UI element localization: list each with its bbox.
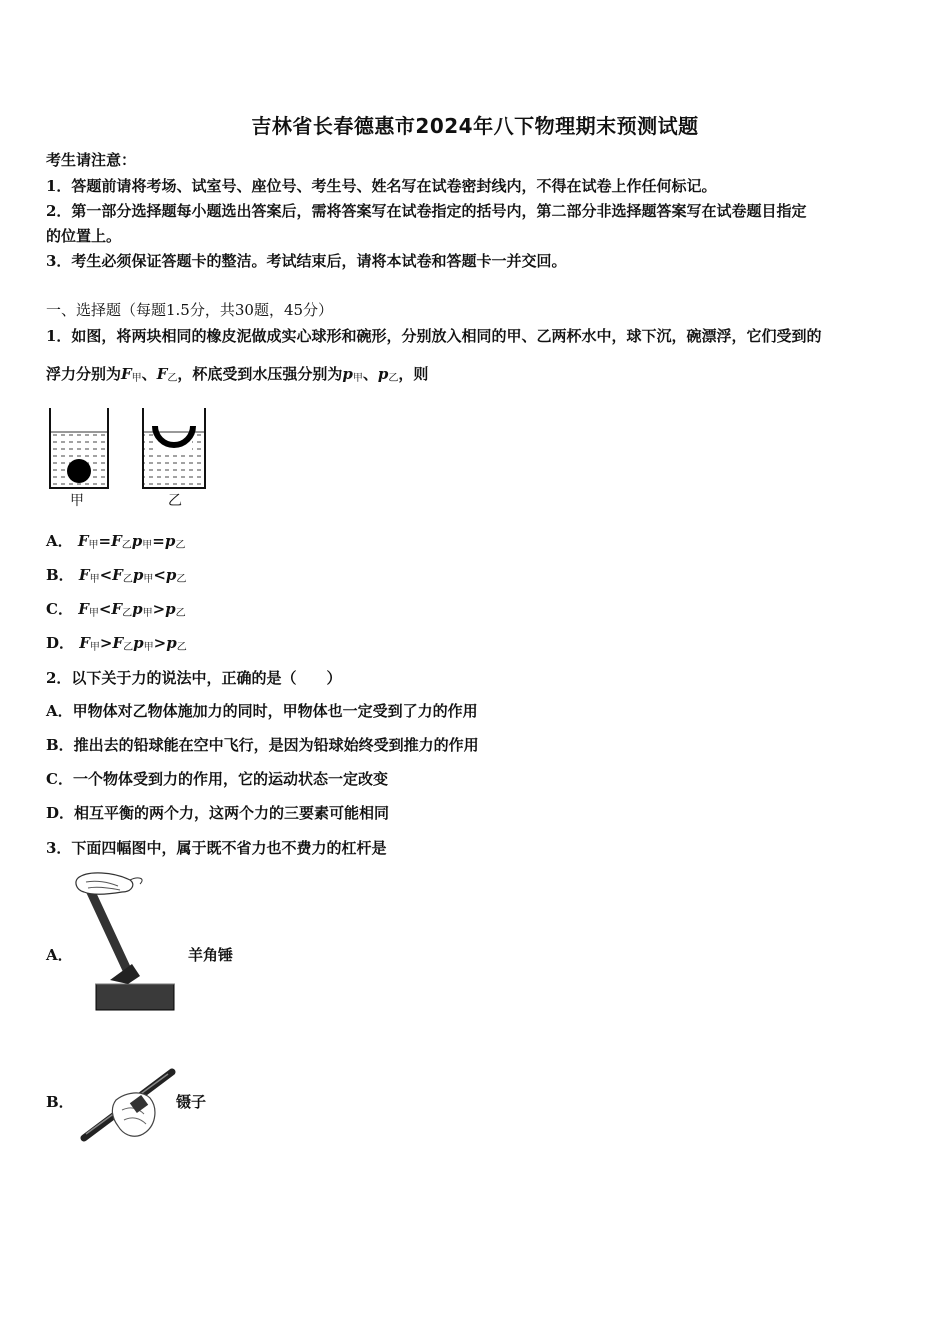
notice-item-3: 3．考生必须保证答题卡的整洁。考试结束后，请将本试卷和答题卡一并交回。 bbox=[46, 252, 567, 270]
q1-var-f: F bbox=[79, 634, 90, 652]
solid-ball bbox=[67, 459, 91, 483]
q1-var-p: p bbox=[164, 532, 176, 550]
q1-option-letter: B． bbox=[46, 566, 74, 584]
q1-var-p: p bbox=[131, 532, 143, 550]
beaker-yi bbox=[143, 408, 205, 488]
q1-option-letter: D． bbox=[46, 634, 75, 652]
q1-beakers-figure bbox=[44, 404, 214, 494]
q3-option-a-label: 羊角锤 bbox=[188, 946, 234, 964]
q1-sub-yi-2: 乙 bbox=[388, 373, 399, 384]
q2-option-b: B．推出去的铅球能在空中飞行，是因为铅球始终受到推力的作用 bbox=[46, 736, 479, 754]
q1-sub: 乙 bbox=[175, 540, 186, 551]
q1-var-p: p bbox=[165, 600, 176, 618]
q1-sub: 乙 bbox=[175, 608, 186, 619]
q1-var-p: p bbox=[165, 566, 177, 584]
q1-sep-1: 、 bbox=[141, 365, 157, 383]
q2-option-d: D．相互平衡的两个力，这两个力的三要素可能相同 bbox=[46, 804, 390, 822]
q1-var-f: F bbox=[78, 566, 90, 584]
q1-stem-line2 bbox=[46, 364, 428, 389]
q3-option-b-label: 镊子 bbox=[176, 1093, 207, 1111]
q2-option-c: C．一个物体受到力的作用，它的运动状态一定改变 bbox=[46, 770, 388, 788]
q1-text-b: ，杯底受到水压强分别为 bbox=[177, 365, 343, 383]
q1-rel-f: < bbox=[98, 600, 112, 618]
notice-item-2-cont: 的位置上。 bbox=[46, 227, 122, 245]
q1-sub: 甲 bbox=[89, 574, 100, 585]
q1-option-a bbox=[46, 531, 185, 556]
q1-stem-line1: 1．如图，将两块相同的橡皮泥做成实心球形和碗形，分别放入相同的甲、乙两杯水中，球下沉，碗漂浮，它们受到的 bbox=[46, 327, 822, 345]
q1-sub: 乙 bbox=[122, 574, 133, 585]
q1-sub: 甲 bbox=[88, 608, 99, 619]
q1-var-f: F bbox=[112, 566, 123, 584]
q1-var-f1: F bbox=[121, 365, 132, 383]
q1-sub: 甲 bbox=[88, 540, 99, 551]
q1-option-letter: C． bbox=[46, 600, 73, 618]
beaker-jia bbox=[50, 408, 108, 488]
q1-var-f: F bbox=[78, 600, 89, 618]
q1-sub: 甲 bbox=[89, 642, 100, 653]
notice-item-1: 1．答题前请将考场、试室号、座位号、考生号、姓名写在试卷密封线内，不得在试卷上作任何标记。 bbox=[46, 177, 717, 195]
q1-sub: 甲 bbox=[142, 540, 153, 551]
q1-rel-f: > bbox=[99, 634, 113, 652]
q1-option-d bbox=[46, 633, 187, 658]
q1-sub: 甲 bbox=[142, 608, 153, 619]
q1-var-f: F bbox=[111, 600, 123, 618]
q1-sub: 甲 bbox=[143, 574, 154, 585]
q1-var-p2: p bbox=[377, 365, 389, 383]
q1-sub: 乙 bbox=[176, 642, 187, 653]
q1-sub: 乙 bbox=[176, 574, 187, 585]
q2-option-a: A．甲物体对乙物体施加力的同时，甲物体也一定受到了力的作用 bbox=[46, 702, 478, 720]
q1-sep-2: 、 bbox=[362, 365, 378, 383]
q1-var-f: F bbox=[77, 532, 89, 550]
tweezers-figure bbox=[76, 1066, 178, 1148]
q1-var-f: F bbox=[112, 634, 124, 652]
q1-sub-yi: 乙 bbox=[167, 373, 178, 384]
q1-var-f: F bbox=[111, 532, 122, 550]
q1-text-c: ，则 bbox=[398, 365, 429, 383]
q1-var-p: p bbox=[132, 600, 143, 618]
q1-sub: 乙 bbox=[123, 642, 134, 653]
section-heading: 一、选择题（每题1.5分，共30题，45分） bbox=[46, 301, 334, 319]
notice-heading: 考生请注意： bbox=[46, 151, 137, 169]
q3-stem: 3．下面四幅图中，属于既不省力也不费力的杠杆是 bbox=[46, 839, 387, 857]
q1-var-p: p bbox=[166, 634, 177, 652]
fig-label-yi: 乙 bbox=[168, 493, 182, 509]
q1-rel-p: = bbox=[152, 532, 165, 550]
q1-rel-p: > bbox=[153, 634, 167, 652]
q1-var-p1: p bbox=[342, 365, 353, 383]
q1-var-p: p bbox=[132, 566, 144, 584]
q1-option-c bbox=[46, 599, 186, 624]
q1-sub: 乙 bbox=[121, 540, 132, 551]
q2-stem: 2．以下关于力的说法中，正确的是（ ） bbox=[46, 669, 342, 687]
q1-rel-f: = bbox=[98, 532, 112, 550]
fig-label-jia: 甲 bbox=[70, 493, 84, 509]
q1-sub-jia-2: 甲 bbox=[352, 373, 363, 384]
q1-sub: 乙 bbox=[122, 608, 133, 619]
q1-rel-f: < bbox=[99, 566, 113, 584]
q1-sub-jia: 甲 bbox=[131, 373, 142, 384]
q1-sub: 甲 bbox=[143, 642, 154, 653]
q1-var-p: p bbox=[133, 634, 144, 652]
q1-var-f2: F bbox=[156, 365, 168, 383]
q1-option-letter: A． bbox=[46, 532, 73, 550]
q1-text-a: 浮力分别为 bbox=[46, 365, 122, 383]
q1-rel-p: > bbox=[152, 600, 166, 618]
q3-option-a-letter: A． bbox=[46, 946, 73, 964]
claw-hammer-figure bbox=[70, 868, 182, 1014]
q1-option-b bbox=[46, 565, 186, 590]
page-title: 吉林省长春德惠市2024年八下物理期末预测试题 bbox=[251, 114, 699, 138]
q1-rel-p: < bbox=[153, 566, 166, 584]
q3-option-b-letter: B． bbox=[46, 1093, 74, 1111]
notice-item-2: 2．第一部分选择题每小题选出答案后，需将答案写在试卷指定的括号内，第二部分非选择题答案写在试卷题目指定 bbox=[46, 202, 807, 220]
